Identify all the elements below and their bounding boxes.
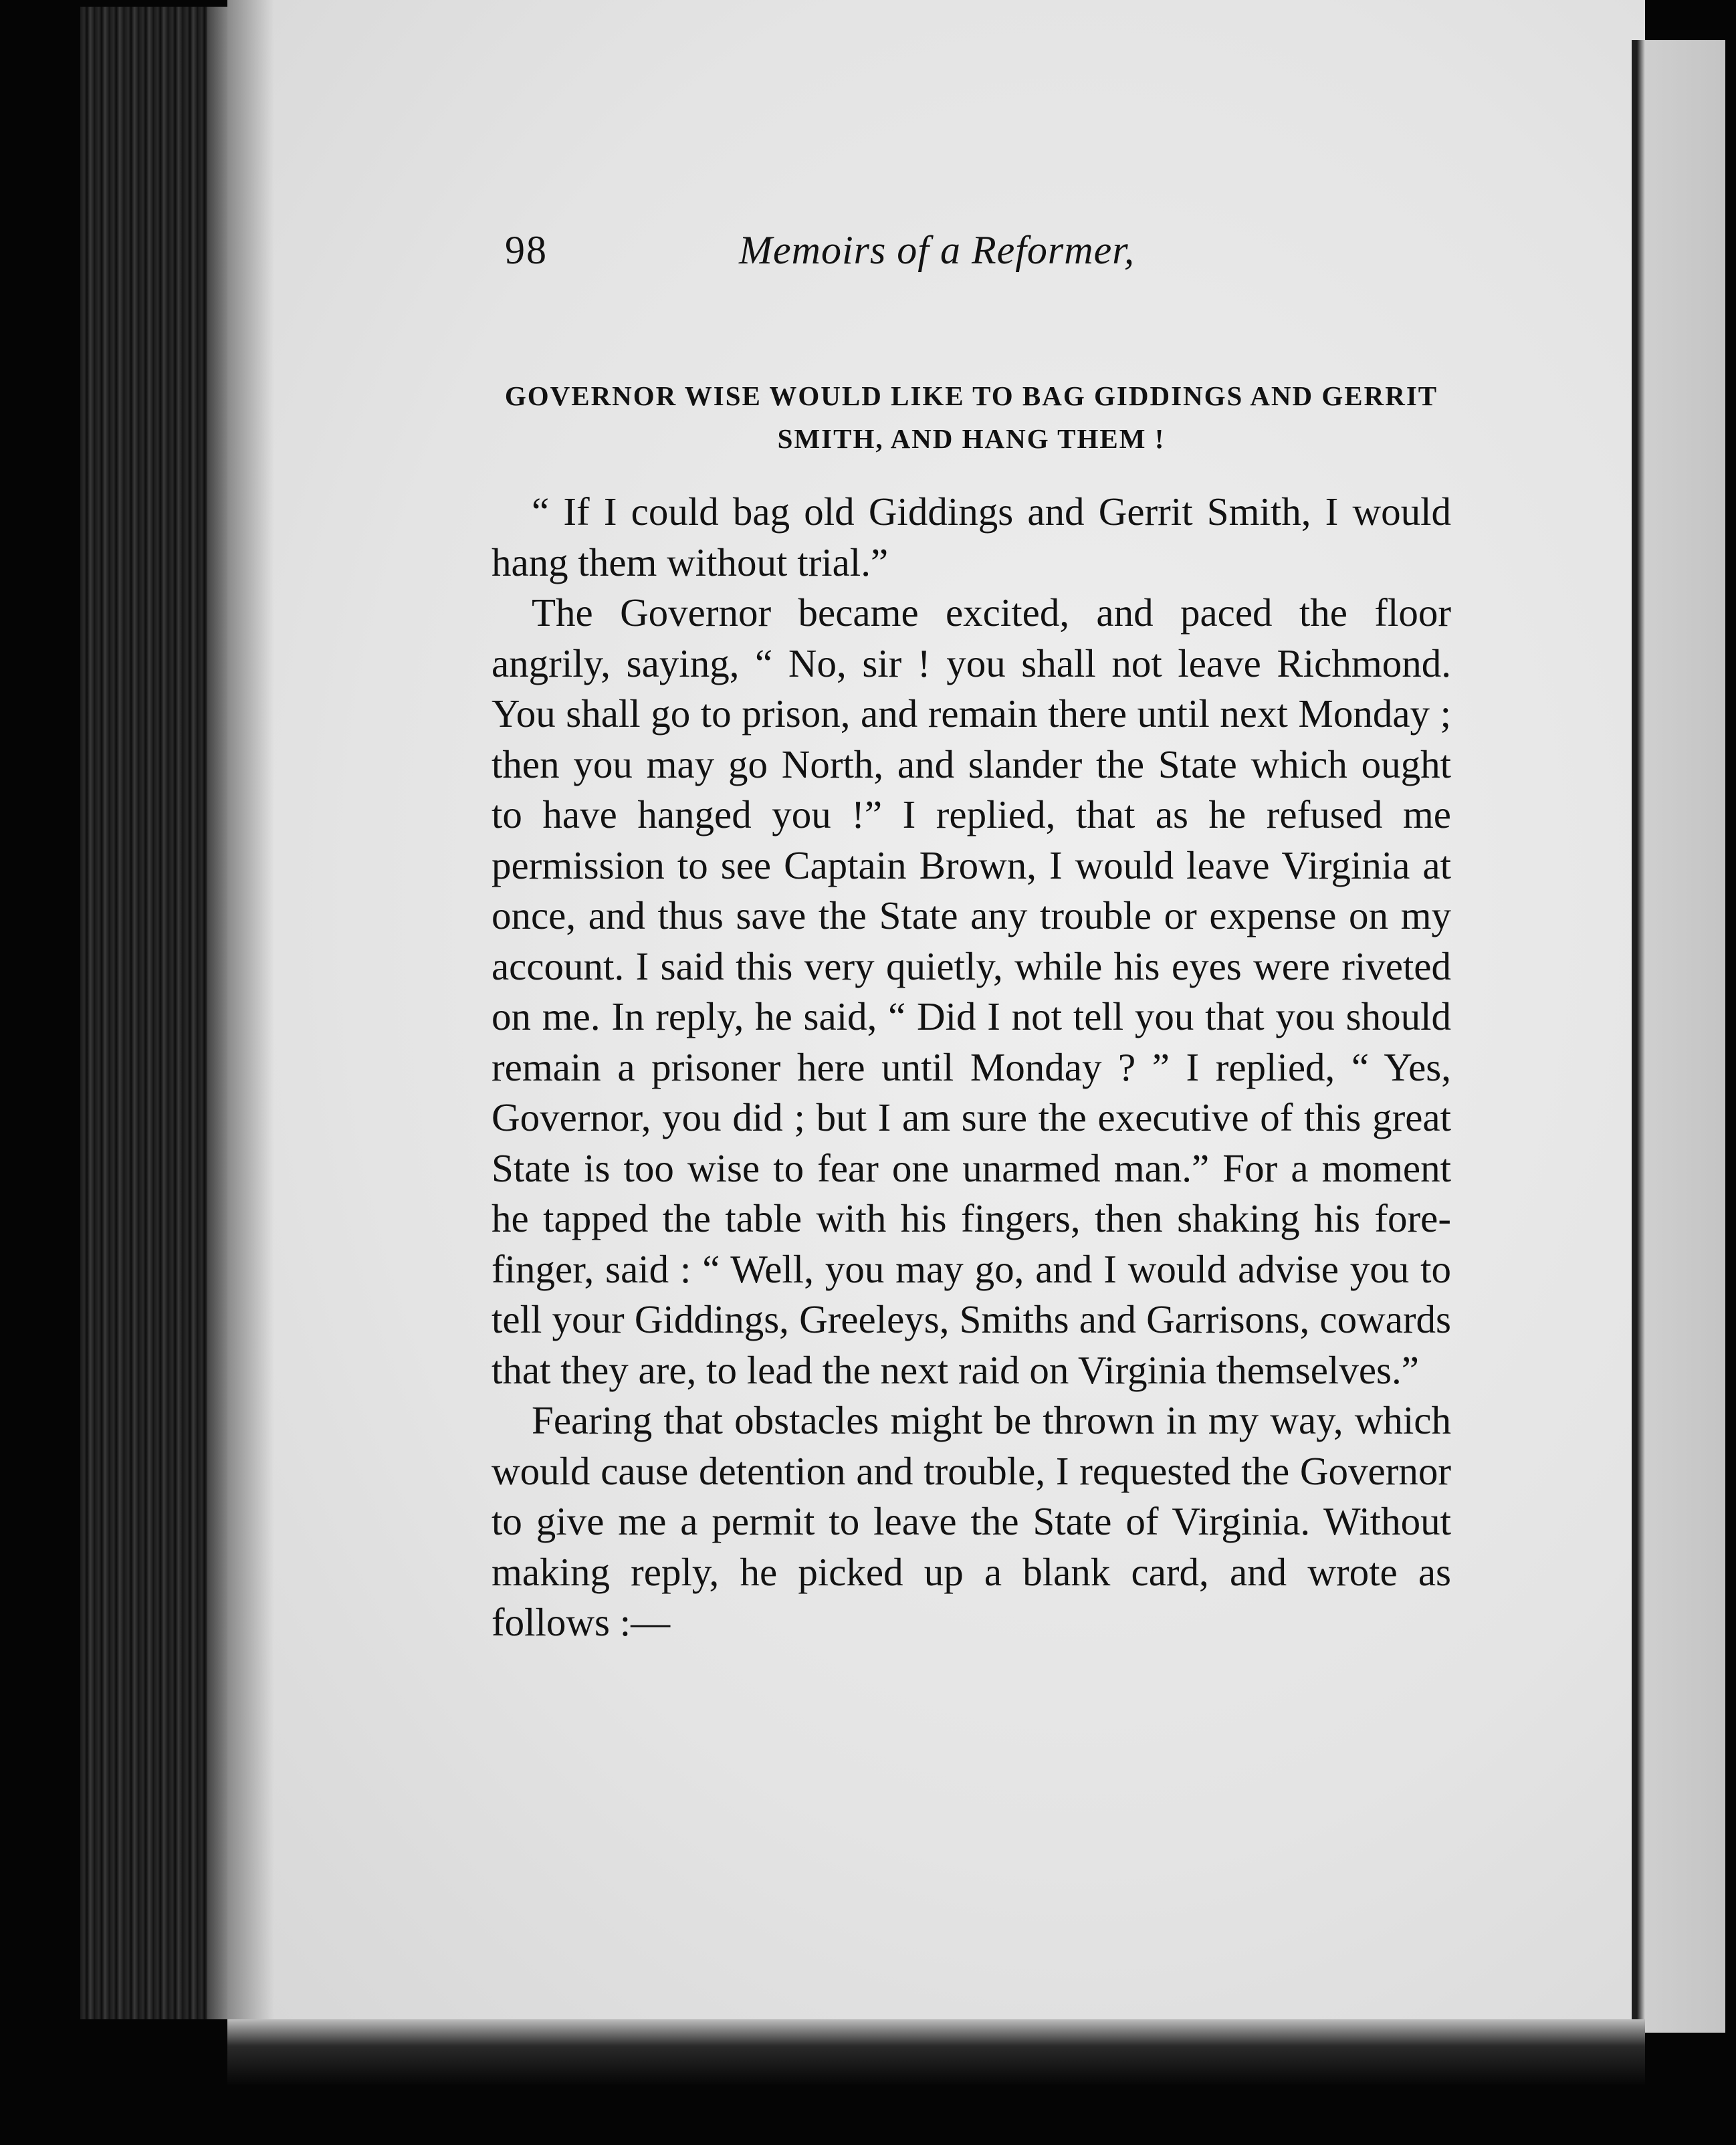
running-head (492, 227, 1451, 288)
paragraph: The Governor became excited, and paced the floor angrily, saying, “ No, sir ! you shall not leave Richmond. You shall go to prison, and remain there until next Monday ; then you may go North, and slander the State which ought to have hanged you !” I replied, that as he refused me permission to see Captain Brown, I would leave Virginia at once, and thus save the State any trouble or expense on my account. I said this very quietly, while his eyes were riveted on me. In reply, he said, “ Did I not tell you that you should remain a prisoner here until Monday ? ” I replied, “ Yes, Governor, you did ; but I am sure the executive of this great State is too wise to fear one unarmed man.” For a moment he tapped the table with his fingers, then shaking his fore-finger, said : “ Well, you may go, and I would advise you to tell your Giddings, Greeleys, Smiths and Garrisons, cowards that they are, to lead the next raid on Virginia themselves.” (492, 590, 1451, 1392)
paragraph: Fearing that obstacles might be thrown in my way, which would cause detention and trouble, I requested the Governor to give me a permit to leave the State of Virginia. Without making reply, he picked up a blank card, and wrote as follows :— (492, 1398, 1451, 1644)
body-text (492, 487, 1451, 1648)
book-page-edges (80, 7, 234, 2019)
section-heading: GOVERNOR WISE WOULD LIKE TO BAG GIDDINGS AND GERRIT SMITH, AND HANG THEM ! (504, 380, 1438, 454)
facing-page-edge (1632, 40, 1725, 2033)
running-title: Memoirs of a Reformer, (739, 228, 1135, 272)
paragraph: “ If I could bag old Giddings and Gerrit Smith, I would hang them without trial.” (492, 489, 1451, 584)
page-number: 98 (505, 228, 548, 272)
bottom-shadow (227, 2019, 1645, 2145)
text-block (492, 227, 1451, 1648)
